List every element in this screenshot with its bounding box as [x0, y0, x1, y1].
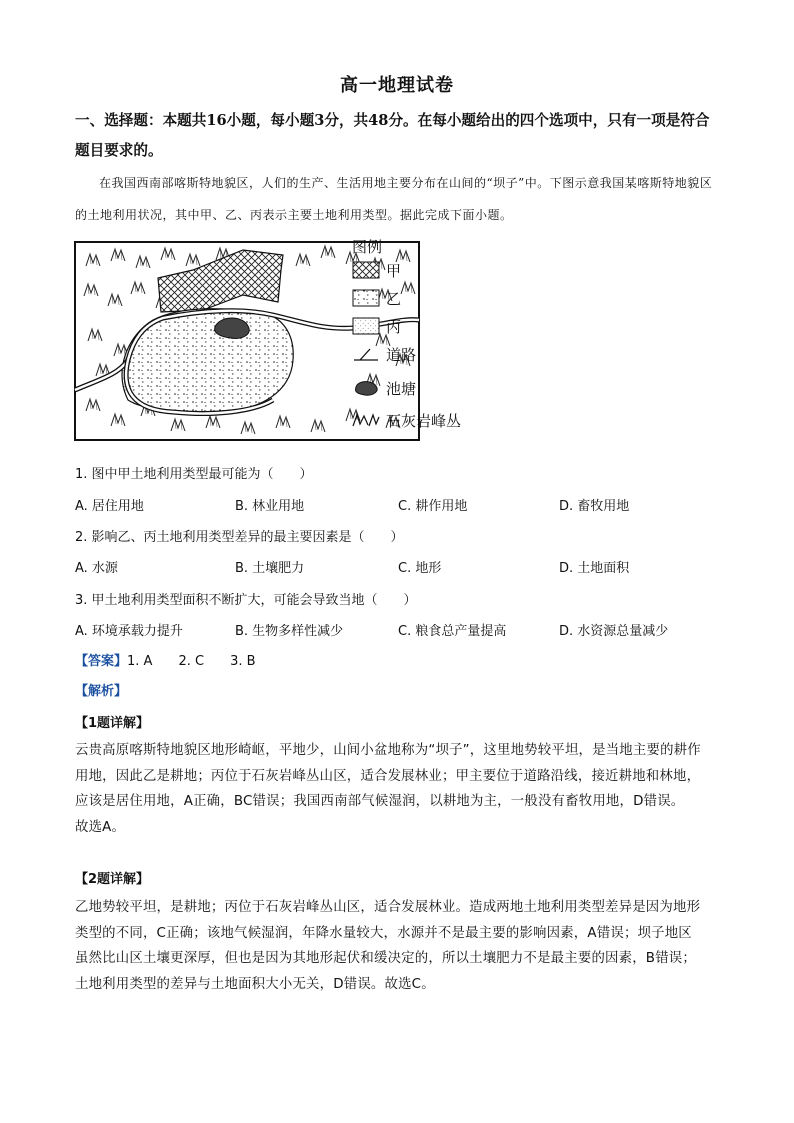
answer-item: 1. A — [127, 654, 153, 669]
analysis-line: 故选A。 — [75, 819, 126, 835]
legend-label: 池塘 — [386, 379, 417, 398]
question-2-option-c: C. 地形 — [398, 561, 442, 576]
legend-label: 石灰岩峰丛 — [386, 411, 462, 430]
road-symbol-icon — [352, 345, 380, 363]
section-heading: 一、选择题：本题共16小题，每小题3分，共48分。在每小题给出的四个选项中，只有一项是符合题目要求的。 — [75, 112, 710, 159]
answer-line — [75, 650, 256, 669]
legend-label: 丙 — [386, 317, 402, 336]
analysis-paragraph-2 — [75, 895, 725, 997]
stipple-swatch-icon — [352, 317, 380, 335]
analysis-line: 类型的不同，C正确；该地气候湿润，年降水量较大，水源并不是最主要的影响因素，A错误；坝子地区 — [75, 925, 692, 941]
legend-label: 甲 — [386, 261, 402, 280]
answer-tag: 【答案】 — [75, 654, 128, 669]
question-1-option-a: A. 居住用地 — [75, 499, 144, 514]
legend-title: 图例 — [352, 238, 383, 256]
analysis-sub-1: 【1题详解】 — [75, 716, 150, 731]
question-2-option-d: D. 土地面积 — [559, 561, 630, 576]
page-title: 高一地理试卷 — [340, 75, 454, 96]
analysis-sub-2: 【2题详解】 — [75, 872, 150, 887]
analysis-tag: 【解析】 — [75, 684, 128, 699]
question-2-option-a: A. 水源 — [75, 561, 118, 576]
legend-item-bing — [352, 314, 401, 338]
answer-item: 2. C — [178, 654, 205, 669]
dotted-swatch-icon — [352, 289, 380, 307]
legend-label: 乙 — [386, 289, 402, 308]
question-3-option-c: C. 粮食总产量提高 — [398, 624, 507, 639]
pond-symbol-icon — [352, 379, 380, 397]
legend-item-road — [352, 342, 416, 366]
analysis-line: 土地利用类型的差异与土地面积大小无关，D错误。故选C。 — [75, 976, 435, 992]
intro-paragraph: 在我国西南部喀斯特地貌区，人们的生产、生活用地主要分布在山间的“坝子”中。下图示意我国某喀斯特地貌区的土地利用状况，其中甲、乙、丙表示主要土地利用类型。据此完成下面小题。 — [75, 176, 713, 222]
analysis-line: 虽然比山区土壤更深厚，但也是因为其地形起伏和缓决定的，所以土壤肥力不是最主要的因素，B错误； — [75, 951, 696, 966]
answer-item: 3. B — [230, 654, 256, 669]
question-1-option-d: D. 畜牧用地 — [559, 499, 630, 514]
question-1-option-c: C. 耕作用地 — [398, 499, 468, 514]
question-2-stem: 2. 影响乙、丙土地利用类型差异的最主要因素是（ ） — [75, 530, 404, 545]
question-3-option-a: A. 环境承载力提升 — [75, 624, 183, 639]
analysis-paragraph-1 — [75, 738, 725, 840]
question-1-option-b: B. 林业用地 — [235, 499, 305, 514]
analysis-line: 用地，因此乙是耕地；丙位于石灰岩峰丛山区，适合发展林业；甲主要位于道路沿线，接近耕地和林地， — [75, 768, 701, 784]
legend-item-peaks — [352, 408, 461, 432]
pond — [215, 318, 250, 338]
legend-item-pond — [352, 376, 416, 400]
question-3-option-b: B. 生物多样性减少 — [235, 624, 344, 639]
legend-item-yi — [352, 286, 401, 310]
question-3-stem: 3. 甲土地利用类型面积不断扩大，可能会导致当地（ ） — [75, 593, 417, 608]
question-2-option-b: B. 土壤肥力 — [235, 561, 305, 576]
question-3-option-d: D. 水资源总量减少 — [559, 624, 669, 639]
crosshatch-swatch-icon — [352, 261, 380, 279]
analysis-line: 乙地势较平坦，是耕地；丙位于石灰岩峰丛山区，适合发展林业。造成两地土地利用类型差异是因为地形 — [75, 900, 701, 915]
limestone-peak-symbol-icon — [352, 411, 380, 429]
analysis-line: 应该是居住用地，A正确，BC错误；我国西南部气候湿润，以耕地为主，一般没有畜牧用地，D错误。 — [75, 794, 685, 809]
question-1-stem: 1. 图中甲土地利用类型最可能为（ ） — [75, 467, 313, 482]
legend-label: 道路 — [386, 345, 417, 364]
analysis-line: 云贵高原喀斯特地貌区地形崎岖，平地少，山间小盆地称为“坝子”，这里地势较平坦，是当地主要的耕作 — [75, 743, 701, 758]
legend-item-jia — [352, 258, 401, 282]
